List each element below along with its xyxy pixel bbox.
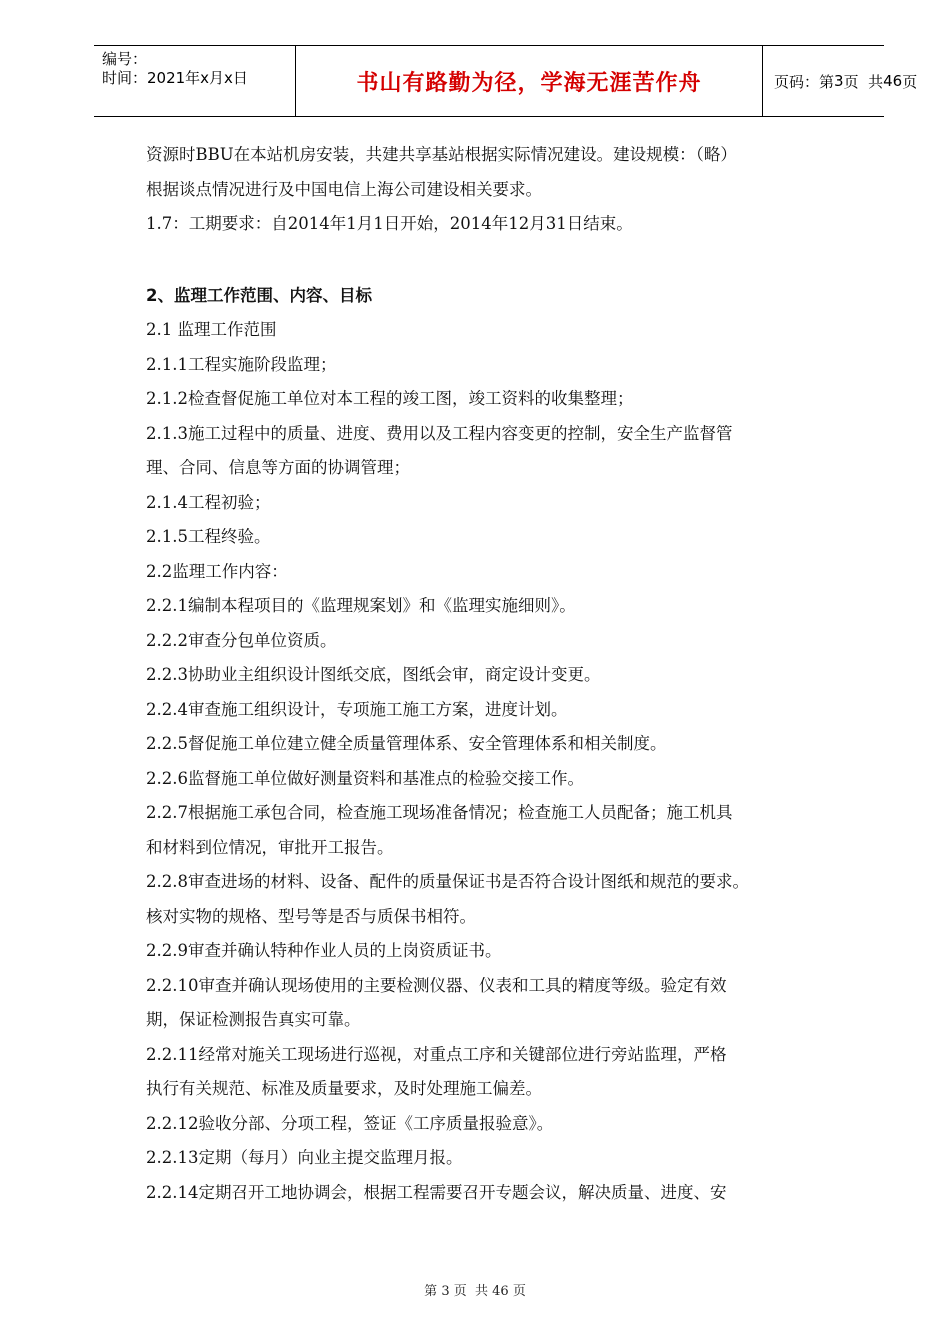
header-page-suffix: 页 xyxy=(902,72,918,91)
body-line: 2.2.4审查施工组织设计，专项施工施工方案，进度计划。 xyxy=(146,699,568,719)
footer-total: 46 xyxy=(492,1284,509,1299)
code-label: 编号： xyxy=(102,50,148,68)
body-line: 2.1.5工程终验。 xyxy=(146,527,271,546)
body-line: 资源时BBU在本站机房安装，共建共享基站根据实际情况建设。建设规模：（略） xyxy=(146,145,737,164)
body-line: 2.2.10审查并确认现场使用的主要检测仪器、仪表和工具的精度等级。验定有效 xyxy=(146,975,727,995)
section-gap xyxy=(146,242,846,279)
body-line: 2.2.11经常对施关工现场进行巡视，对重点工序和关键部位进行旁站监理，严格 xyxy=(146,1044,727,1064)
section-heading: 2、监理工作范围、内容、目标 xyxy=(146,285,372,305)
body-line: 2.2.3协助业主组织设计图纸交底，图纸会审，商定设计变更。 xyxy=(146,665,601,684)
body-line: 2.1.1工程实施阶段监理； xyxy=(146,354,337,374)
footer-prefix: 第 xyxy=(424,1284,438,1299)
body-line: 期，保证检测报告真实可靠。 xyxy=(146,1010,361,1029)
body-line: 和材料到位情况，审批开工报告。 xyxy=(146,837,394,857)
page-header xyxy=(94,45,918,117)
footer-page-num: 3 xyxy=(441,1284,450,1299)
header-page-prefix: 页码：第 xyxy=(774,72,835,91)
body-line: 2.1.2检查督促施工单位对本工程的竣工图，竣工资料的收集整理； xyxy=(146,389,634,408)
body-line: 2.2.6监督施工单位做好测量资料和基准点的检验交接工作。 xyxy=(146,768,584,788)
body-line: 2.1.3施工过程中的质量、进度、费用以及工程内容变更的控制，安全生产监督管 xyxy=(146,423,733,443)
body-line: 2.2.14定期召开工地协调会，根据工程需要召开专题会议，解决质量、进度、安 xyxy=(146,1182,727,1202)
body-line: 执行有关规范、标准及质量要求，及时处理施工偏差。 xyxy=(146,1079,542,1098)
footer-suffix: 页 xyxy=(512,1284,526,1299)
body-line: 2.2.13定期（每月）向业主提交监理月报。 xyxy=(146,1148,463,1167)
body-line: 2.2.12验收分部、分项工程，签证《工序质量报验意》。 xyxy=(146,1113,554,1133)
body-line: 2.2.1编制本程项目的《监理规案划》和《监理实施细则》。 xyxy=(146,596,576,615)
body-line: 根据谈点情况进行及中国电信上海公司建设相关要求。 xyxy=(146,179,542,199)
body-line: 2.2.5督促施工单位建立健全质量管理体系、安全管理体系和相关制度。 xyxy=(146,734,667,753)
body-line: 2.2.9审查并确认特种作业人员的上岗资质证书。 xyxy=(146,941,502,960)
body-line: 2.2.2审查分包单位资质。 xyxy=(146,630,337,650)
header-motto: 书山有路勤为径，学海无涯苦作舟 xyxy=(295,46,763,116)
body-line: 理、合同、信息等方面的协调管理； xyxy=(146,458,410,477)
header-page-number xyxy=(774,46,917,116)
document-body xyxy=(146,138,846,1210)
body-line: 1.7：工期要求：自2014年1月1日开始，2014年12月31日结束。 xyxy=(146,214,633,233)
header-page-mid: 页 共 xyxy=(843,72,884,91)
body-line: 核对实物的规格、型号等是否与质保书相符。 xyxy=(146,906,476,926)
header-meta xyxy=(102,50,294,88)
time-label: 时间：2021年x月x日 xyxy=(102,69,248,87)
header-page-total: 46 xyxy=(883,72,903,90)
body-line: 2.1.4工程初验； xyxy=(146,492,271,512)
body-line: 2.2监理工作内容： xyxy=(146,561,288,581)
footer-mid: 页 共 xyxy=(453,1284,488,1299)
body-line: 2.2.8审查进场的材料、设备、配件的质量保证书是否符合设计图纸和规范的要求。 xyxy=(146,872,749,891)
page-footer xyxy=(0,1280,950,1299)
body-line: 2.1 监理工作范围 xyxy=(146,320,277,339)
body-line: 2.2.7根据施工承包合同，检查施工现场准备情况；检查施工人员配备；施工机具 xyxy=(146,803,733,822)
header-page-num: 3 xyxy=(834,72,844,90)
